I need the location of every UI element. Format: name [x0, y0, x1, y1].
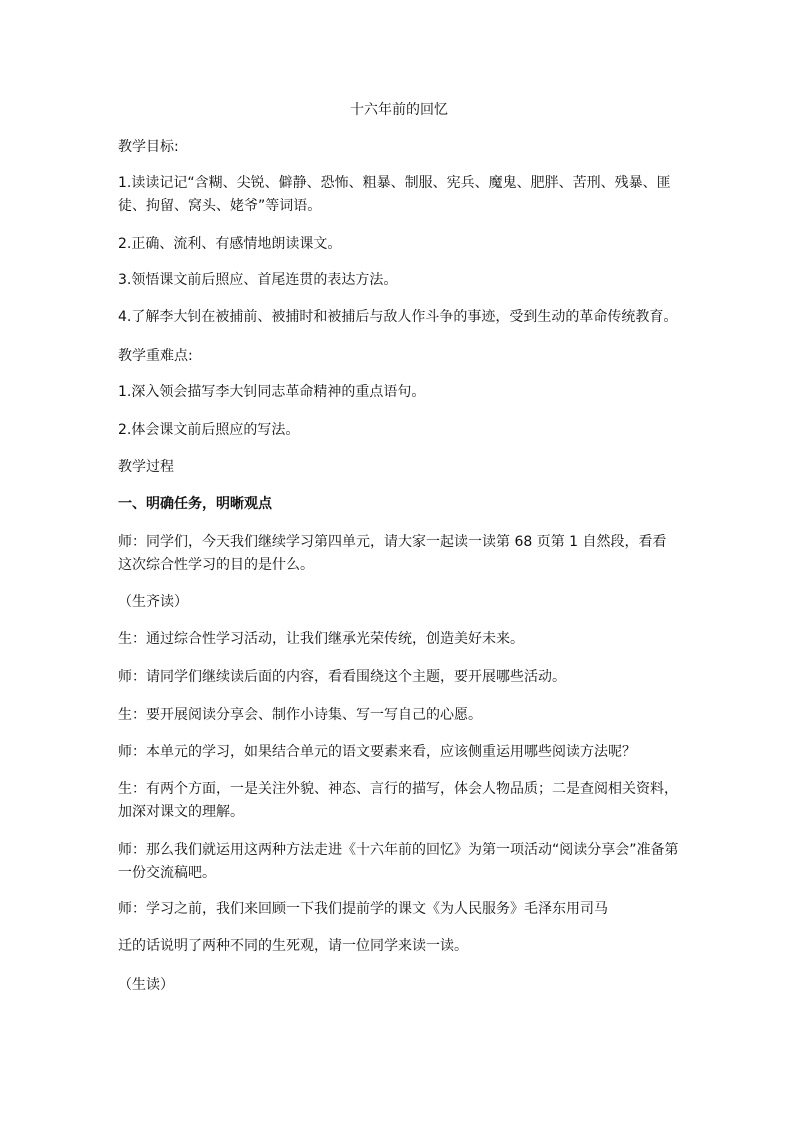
- dialogue-line-7: 生：有两个方面，一是关注外貌、神态、言行的描写，体会人物品质；二是查阅相关资料，加深对课文的理解。: [118, 781, 678, 820]
- dialogue-line-8: 师：那么我们就运用这两种方法走进《十六年前的回忆》为第一项活动“阅读分享会”准备第一份交流稿吧。: [118, 842, 679, 881]
- dialogue-line-11: （生读）: [118, 977, 174, 993]
- key-point-2: 2.体会课文前后照应的写法。: [118, 422, 300, 438]
- document-title: 十六年前的回忆: [350, 102, 448, 118]
- key-points-heading: 教学重难点:: [118, 348, 193, 364]
- dialogue-line-9: 师：学习之前，我们来回顾一下我们提前学的课文《为人民服务》毛泽东用司马: [118, 901, 608, 917]
- key-point-1: 1.深入领会描写李大钊同志革命精神的重点语句。: [118, 384, 426, 400]
- goals-heading: 教学目标:: [118, 139, 179, 155]
- dialogue-line-10: 迁的话说明了两种不同的生死观，请一位同学来读一读。: [118, 938, 468, 954]
- goal-item-3: 3.领悟课文前后照应、首尾连贯的表达方法。: [118, 272, 398, 288]
- dialogue-line-6: 师：本单元的学习，如果结合单元的语文要素来看，应该侧重运用哪些阅读方法呢？: [118, 744, 636, 760]
- goal-item-2: 2.正确、流利、有感情地朗读课文。: [118, 236, 342, 252]
- goal-item-4: 4.了解李大钊在被捕前、被捕时和被捕后与敌人作斗争的事迹，受到生动的革命传统教育。: [118, 309, 678, 325]
- process-heading: 教学过程: [118, 459, 174, 475]
- dialogue-line-5: 生：要开展阅读分享会、制作小诗集、写一写自己的心愿。: [118, 707, 482, 723]
- dialogue-line-1: 师：同学们，今天我们继续学习第四单元，请大家一起读一读第 68 页第 1 自然段，看看这次综合性学习的目的是什么。: [118, 534, 667, 573]
- document-page: [118, 0, 680, 1123]
- dialogue-line-4: 师：请同学们继续读后面的内容，看看围绕这个主题，要开展哪些活动。: [118, 669, 566, 685]
- goal-item-1: 1.读读记记“含糊、尖锐、僻静、恐怖、粗暴、制服、宪兵、魔鬼、肥胖、苦刑、残暴、匪徒、拘留、窝头、姥爷”等词语。: [118, 175, 671, 214]
- dialogue-line-2: （生齐读）: [118, 594, 188, 610]
- dialogue-line-3: 生：通过综合性学习活动，让我们继承光荣传统，创造美好未来。: [118, 631, 524, 647]
- section-1-heading: 一、明确任务，明晰观点: [118, 496, 272, 512]
